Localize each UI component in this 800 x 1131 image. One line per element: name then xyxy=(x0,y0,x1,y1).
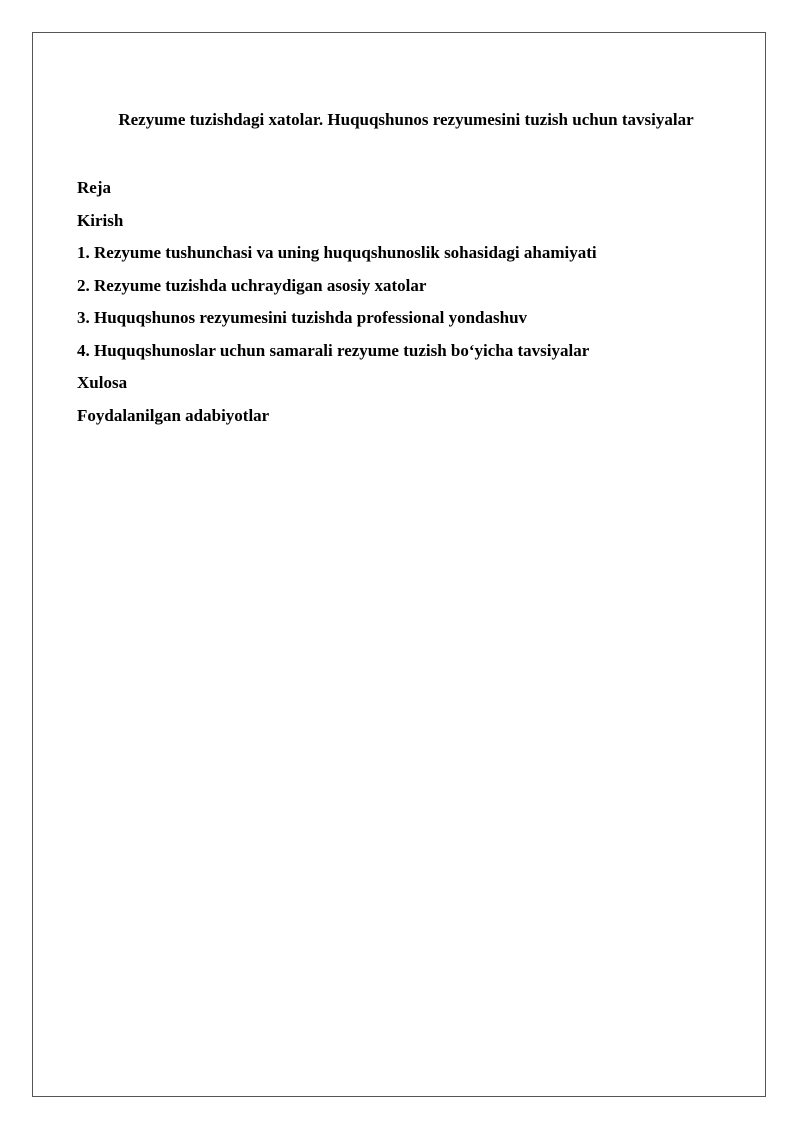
toc-item-2: 2. Rezyume tuzishda uchraydigan asosiy xatolar xyxy=(77,275,427,295)
toc-item-introduction: Kirish xyxy=(77,210,124,230)
toc-item-conclusion: Xulosa xyxy=(77,373,128,392)
plan-heading: Reja xyxy=(77,178,111,197)
toc-item-4: 4. Huquqshunoslar uchun samarali rezyume tuzish bo‘yicha tavsiyalar xyxy=(77,340,590,360)
toc-item-3: 3. Huquqshunos rezyumesini tuzishda professional yondashuv xyxy=(77,308,528,327)
document-title: Rezyume tuzishdagi xatolar. Huquqshunos rezyumesini tuzish uchun tavsiyalar xyxy=(118,110,694,129)
toc-item-1: 1. Rezyume tushunchasi va uning huquqshunoslik sohasidagi ahamiyati xyxy=(77,243,597,262)
toc-item-references: Foydalanilgan adabiyotlar xyxy=(77,405,270,425)
table-of-contents xyxy=(77,172,597,432)
document-page xyxy=(32,32,766,1097)
